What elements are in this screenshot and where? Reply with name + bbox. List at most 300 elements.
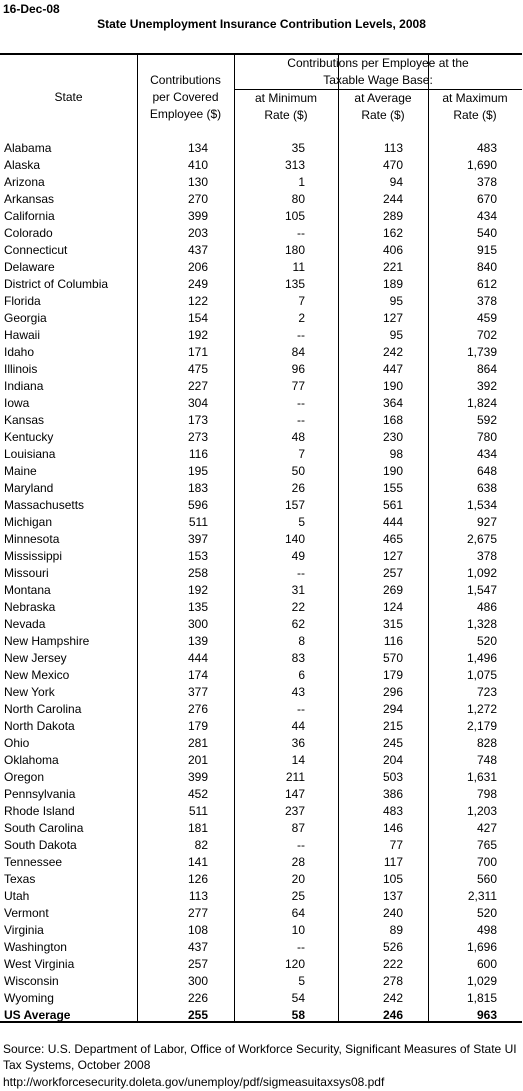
avg-rate-cell: 190 xyxy=(382,464,403,478)
table-row xyxy=(0,599,522,616)
max-rate-cell: 498 xyxy=(476,923,497,937)
min-rate-cell: 43 xyxy=(291,685,305,699)
source-note: Source: U.S. Department of Labor, Office of Workforce Security, Significant Measures of State UI Tax Systems, October 2008 xyxy=(3,1042,517,1072)
avg-rate-cell: 162 xyxy=(382,226,403,240)
per-covered-cell: 195 xyxy=(187,464,208,478)
per-covered-cell: 126 xyxy=(187,872,208,886)
state-cell: Massachusetts xyxy=(4,498,85,512)
per-covered-cell: 300 xyxy=(187,617,208,631)
table-row xyxy=(0,480,522,497)
min-rate-cell: -- xyxy=(297,413,305,427)
per-covered-cell: 444 xyxy=(187,651,208,665)
min-rate-cell: 105 xyxy=(284,209,305,223)
max-rate-cell: 1,272 xyxy=(466,702,497,716)
avg-rate-cell: 204 xyxy=(382,753,403,767)
max-rate-cell: 560 xyxy=(476,872,497,886)
min-rate-cell: 87 xyxy=(291,821,305,835)
avg-rate-cell: 95 xyxy=(389,294,403,308)
avg-rate-cell: 95 xyxy=(389,328,403,342)
table-row xyxy=(0,344,522,361)
table-row xyxy=(0,497,522,514)
contribution-table xyxy=(0,53,522,1023)
state-cell: North Carolina xyxy=(4,702,82,716)
min-rate-cell: 54 xyxy=(291,991,305,1005)
us-average-row xyxy=(0,1007,522,1024)
per-covered-cell: 122 xyxy=(187,294,208,308)
header-taxable-wage-group: Contributions per Employee at the Taxable Wage Base: xyxy=(287,56,469,87)
per-covered-cell: 475 xyxy=(187,362,208,376)
max-rate-cell: 434 xyxy=(476,447,497,461)
state-cell: Alaska xyxy=(4,158,41,172)
per-covered-cell: 135 xyxy=(187,600,208,614)
avg-rate-cell: 146 xyxy=(382,821,403,835)
per-covered-cell: 399 xyxy=(187,209,208,223)
state-cell: Illinois xyxy=(4,362,38,376)
max-rate-cell: 748 xyxy=(476,753,497,767)
max-rate-cell: 2,675 xyxy=(466,532,497,546)
avg-rate-cell: 294 xyxy=(382,702,403,716)
min-rate-cell: 44 xyxy=(291,719,305,733)
avg-rate-cell: 242 xyxy=(382,991,403,1005)
report-date: 16-Dec-08 xyxy=(3,2,60,16)
per-covered-cell: 174 xyxy=(187,668,208,682)
state-cell: Georgia xyxy=(4,311,47,325)
per-covered-cell: 273 xyxy=(187,430,208,444)
per-covered-cell: 255 xyxy=(187,1008,208,1022)
min-rate-cell: 237 xyxy=(284,804,305,818)
min-rate-cell: 135 xyxy=(284,277,305,291)
state-cell: Tennessee xyxy=(4,855,63,869)
per-covered-cell: 304 xyxy=(187,396,208,410)
table-row xyxy=(0,939,522,956)
min-rate-cell: -- xyxy=(297,838,305,852)
state-cell: New York xyxy=(4,685,55,699)
per-covered-cell: 226 xyxy=(187,991,208,1005)
avg-rate-cell: 244 xyxy=(382,192,403,206)
min-rate-cell: 50 xyxy=(291,464,305,478)
avg-rate-cell: 168 xyxy=(382,413,403,427)
min-rate-cell: -- xyxy=(297,396,305,410)
header-state: State xyxy=(54,90,83,104)
min-rate-cell: 20 xyxy=(291,872,305,886)
max-rate-cell: 840 xyxy=(476,260,497,274)
state-cell: Vermont xyxy=(4,906,49,920)
per-covered-cell: 179 xyxy=(187,719,208,733)
avg-rate-cell: 364 xyxy=(382,396,403,410)
min-rate-cell: 31 xyxy=(291,583,305,597)
per-covered-cell: 201 xyxy=(187,753,208,767)
min-rate-cell: 1 xyxy=(298,175,305,189)
state-cell: Connecticut xyxy=(4,243,68,257)
table-row xyxy=(0,514,522,531)
table-body xyxy=(0,140,522,1024)
avg-rate-cell: 447 xyxy=(382,362,403,376)
avg-rate-cell: 230 xyxy=(382,430,403,444)
per-covered-cell: 116 xyxy=(188,447,208,461)
state-cell: Washington xyxy=(4,940,67,954)
min-rate-cell: 58 xyxy=(291,1008,305,1022)
max-rate-cell: 1,029 xyxy=(466,974,497,988)
table-title: State Unemployment Insurance Contribution Levels, 2008 xyxy=(97,17,426,31)
per-covered-cell: 192 xyxy=(187,328,208,342)
table-row xyxy=(0,208,522,225)
per-covered-cell: 227 xyxy=(187,379,208,393)
table-row xyxy=(0,888,522,905)
table-row xyxy=(0,871,522,888)
avg-rate-cell: 179 xyxy=(382,668,403,682)
per-covered-cell: 596 xyxy=(187,498,208,512)
avg-rate-cell: 221 xyxy=(382,260,403,274)
avg-rate-cell: 77 xyxy=(389,838,403,852)
state-cell: Florida xyxy=(4,294,41,308)
avg-rate-cell: 98 xyxy=(389,447,403,461)
table-row xyxy=(0,395,522,412)
per-covered-cell: 437 xyxy=(187,243,208,257)
state-cell: Virginia xyxy=(4,923,44,937)
min-rate-cell: 26 xyxy=(291,481,305,495)
per-covered-cell: 181 xyxy=(187,821,208,835)
table-row xyxy=(0,667,522,684)
per-covered-cell: 277 xyxy=(187,906,208,920)
min-rate-cell: 157 xyxy=(284,498,305,512)
state-cell: Pennsylvania xyxy=(4,787,76,801)
state-cell: California xyxy=(4,209,55,223)
state-cell: Ohio xyxy=(4,736,30,750)
min-rate-cell: 5 xyxy=(298,515,305,529)
source-url: http://workforcesecurity.doleta.gov/unemploy/pdf/sigmeasuitaxsys08.pdf xyxy=(3,1075,385,1089)
avg-rate-cell: 189 xyxy=(382,277,403,291)
min-rate-cell: -- xyxy=(297,328,305,342)
avg-rate-cell: 127 xyxy=(382,549,403,563)
state-cell: Louisiana xyxy=(4,447,56,461)
per-covered-cell: 249 xyxy=(187,277,208,291)
max-rate-cell: 459 xyxy=(476,311,497,325)
state-cell: Maine xyxy=(4,464,37,478)
per-covered-cell: 437 xyxy=(187,940,208,954)
avg-rate-cell: 570 xyxy=(382,651,403,665)
per-covered-cell: 206 xyxy=(187,260,208,274)
avg-rate-cell: 296 xyxy=(382,685,403,699)
min-rate-cell: 180 xyxy=(284,243,305,257)
max-rate-cell: 864 xyxy=(476,362,497,376)
table-row xyxy=(0,157,522,174)
max-rate-cell: 592 xyxy=(476,413,497,427)
max-rate-cell: 520 xyxy=(476,906,497,920)
per-covered-cell: 173 xyxy=(187,413,208,427)
table-row xyxy=(0,735,522,752)
avg-rate-cell: 465 xyxy=(382,532,403,546)
per-covered-cell: 108 xyxy=(187,923,208,937)
state-cell: New Hampshire xyxy=(4,634,90,648)
state-cell: Michigan xyxy=(4,515,53,529)
max-rate-cell: 378 xyxy=(476,294,497,308)
state-cell: Oregon xyxy=(4,770,45,784)
table-row xyxy=(0,752,522,769)
min-rate-cell: 5 xyxy=(298,974,305,988)
min-rate-cell: 211 xyxy=(285,770,305,784)
min-rate-cell: 84 xyxy=(291,345,305,359)
max-rate-cell: 486 xyxy=(476,600,497,614)
table-row xyxy=(0,276,522,293)
state-cell: Wyoming xyxy=(4,991,54,1005)
table-row xyxy=(0,531,522,548)
avg-rate-cell: 240 xyxy=(382,906,403,920)
table-row xyxy=(0,684,522,701)
per-covered-cell: 452 xyxy=(187,787,208,801)
state-cell: Mississippi xyxy=(4,549,63,563)
avg-rate-cell: 315 xyxy=(382,617,403,631)
per-covered-cell: 134 xyxy=(187,141,208,155)
max-rate-cell: 1,739 xyxy=(466,345,497,359)
min-rate-cell: 313 xyxy=(284,158,305,172)
per-covered-cell: 270 xyxy=(187,192,208,206)
table-row xyxy=(0,616,522,633)
min-rate-cell: -- xyxy=(297,702,305,716)
per-covered-cell: 203 xyxy=(187,226,208,240)
min-rate-cell: 49 xyxy=(291,549,305,563)
per-covered-cell: 130 xyxy=(187,175,208,189)
min-rate-cell: 36 xyxy=(291,736,305,750)
max-rate-cell: 520 xyxy=(476,634,497,648)
min-rate-cell: 48 xyxy=(291,430,305,444)
avg-rate-cell: 113 xyxy=(383,141,403,155)
table-row xyxy=(0,225,522,242)
per-covered-cell: 257 xyxy=(187,957,208,971)
avg-rate-cell: 289 xyxy=(382,209,403,223)
state-cell: Kentucky xyxy=(4,430,54,444)
avg-rate-cell: 526 xyxy=(382,940,403,954)
header-avg-rate: at Average Rate ($) xyxy=(354,91,412,122)
avg-rate-cell: 117 xyxy=(383,855,403,869)
table-row xyxy=(0,718,522,735)
min-rate-cell: 6 xyxy=(298,668,305,682)
min-rate-cell: 77 xyxy=(291,379,305,393)
table-row xyxy=(0,905,522,922)
state-cell: Missouri xyxy=(4,566,49,580)
avg-rate-cell: 257 xyxy=(382,566,403,580)
avg-rate-cell: 137 xyxy=(382,889,403,903)
max-rate-cell: 798 xyxy=(476,787,497,801)
per-covered-cell: 258 xyxy=(187,566,208,580)
avg-rate-cell: 190 xyxy=(382,379,403,393)
max-rate-cell: 700 xyxy=(476,855,497,869)
state-cell: Idaho xyxy=(4,345,35,359)
table-row xyxy=(0,633,522,650)
state-cell: South Carolina xyxy=(4,821,84,835)
min-rate-cell: 96 xyxy=(291,362,305,376)
state-cell: Delaware xyxy=(4,260,55,274)
avg-rate-cell: 278 xyxy=(382,974,403,988)
table-row xyxy=(0,956,522,973)
per-covered-cell: 154 xyxy=(187,311,208,325)
max-rate-cell: 723 xyxy=(476,685,497,699)
table-row xyxy=(0,820,522,837)
table-row xyxy=(0,565,522,582)
max-rate-cell: 963 xyxy=(476,1008,497,1022)
state-cell: Wisconsin xyxy=(4,974,59,988)
max-rate-cell: 765 xyxy=(476,838,497,852)
min-rate-cell: 25 xyxy=(291,889,305,903)
avg-rate-cell: 105 xyxy=(382,872,403,886)
max-rate-cell: 612 xyxy=(476,277,497,291)
state-cell: Montana xyxy=(4,583,51,597)
max-rate-cell: 1,496 xyxy=(466,651,497,665)
avg-rate-cell: 561 xyxy=(382,498,403,512)
avg-rate-cell: 155 xyxy=(382,481,403,495)
header-max-rate: at Maximum Rate ($) xyxy=(442,91,508,122)
max-rate-cell: 915 xyxy=(476,243,497,257)
max-rate-cell: 648 xyxy=(476,464,497,478)
avg-rate-cell: 116 xyxy=(383,634,403,648)
state-cell: New Mexico xyxy=(4,668,70,682)
table-row xyxy=(0,990,522,1007)
max-rate-cell: 1,696 xyxy=(466,940,497,954)
avg-rate-cell: 127 xyxy=(382,311,403,325)
state-cell: Rhode Island xyxy=(4,804,75,818)
state-cell: Utah xyxy=(4,889,30,903)
state-cell: Texas xyxy=(4,872,36,886)
state-cell: US Average xyxy=(4,1008,71,1022)
min-rate-cell: 14 xyxy=(291,753,305,767)
min-rate-cell: 7 xyxy=(298,294,305,308)
table-row xyxy=(0,582,522,599)
max-rate-cell: 600 xyxy=(476,957,497,971)
table-row xyxy=(0,327,522,344)
per-covered-cell: 410 xyxy=(187,158,208,172)
table-row xyxy=(0,548,522,565)
table-row xyxy=(0,174,522,191)
min-rate-cell: 147 xyxy=(284,787,305,801)
per-covered-cell: 281 xyxy=(187,736,208,750)
max-rate-cell: 434 xyxy=(476,209,497,223)
min-rate-cell: -- xyxy=(297,940,305,954)
avg-rate-cell: 246 xyxy=(382,1008,403,1022)
min-rate-cell: 11 xyxy=(292,260,305,274)
state-cell: Hawaii xyxy=(4,328,41,342)
table-row xyxy=(0,854,522,871)
table-row xyxy=(0,922,522,939)
avg-rate-cell: 124 xyxy=(382,600,403,614)
state-cell: Maryland xyxy=(4,481,54,495)
state-cell: Indiana xyxy=(4,379,44,393)
avg-rate-cell: 242 xyxy=(382,345,403,359)
avg-rate-cell: 269 xyxy=(382,583,403,597)
min-rate-cell: 83 xyxy=(291,651,305,665)
avg-rate-cell: 444 xyxy=(382,515,403,529)
state-cell: Arizona xyxy=(4,175,45,189)
state-cell: Alabama xyxy=(4,141,52,155)
min-rate-cell: 8 xyxy=(298,634,305,648)
min-rate-cell: 2 xyxy=(298,311,305,325)
header-min-rate: at Minimum Rate ($) xyxy=(254,91,317,122)
state-cell: Nebraska xyxy=(4,600,56,614)
max-rate-cell: 378 xyxy=(476,549,497,563)
state-cell: Colorado xyxy=(4,226,53,240)
table-row xyxy=(0,701,522,718)
per-covered-cell: 377 xyxy=(187,685,208,699)
min-rate-cell: 7 xyxy=(298,447,305,461)
max-rate-cell: 1,203 xyxy=(466,804,497,818)
max-rate-cell: 1,328 xyxy=(466,617,497,631)
max-rate-cell: 2,311 xyxy=(467,889,497,903)
max-rate-cell: 392 xyxy=(476,379,497,393)
state-cell: North Dakota xyxy=(4,719,75,733)
state-cell: Oklahoma xyxy=(4,753,59,767)
table-row xyxy=(0,803,522,820)
min-rate-cell: 22 xyxy=(291,600,305,614)
state-cell: West Virginia xyxy=(4,957,75,971)
avg-rate-cell: 245 xyxy=(382,736,403,750)
per-covered-cell: 397 xyxy=(187,532,208,546)
avg-rate-cell: 215 xyxy=(382,719,403,733)
table-row xyxy=(0,293,522,310)
per-covered-cell: 139 xyxy=(187,634,208,648)
per-covered-cell: 183 xyxy=(187,481,208,495)
avg-rate-cell: 386 xyxy=(382,787,403,801)
per-covered-cell: 511 xyxy=(188,515,208,529)
max-rate-cell: 702 xyxy=(476,328,497,342)
per-covered-cell: 113 xyxy=(188,889,208,903)
state-cell: District of Columbia xyxy=(4,277,109,291)
per-covered-cell: 171 xyxy=(187,345,208,359)
table-row xyxy=(0,786,522,803)
table-row xyxy=(0,412,522,429)
min-rate-cell: 35 xyxy=(291,141,305,155)
avg-rate-cell: 222 xyxy=(382,957,403,971)
max-rate-cell: 1,690 xyxy=(466,158,497,172)
table-row xyxy=(0,446,522,463)
state-cell: South Dakota xyxy=(4,838,77,852)
max-rate-cell: 427 xyxy=(476,821,497,835)
max-rate-cell: 670 xyxy=(476,192,497,206)
max-rate-cell: 1,631 xyxy=(466,770,497,784)
max-rate-cell: 2,179 xyxy=(466,719,497,733)
table-row xyxy=(0,378,522,395)
min-rate-cell: 140 xyxy=(284,532,305,546)
table-row xyxy=(0,769,522,786)
state-cell: Iowa xyxy=(4,396,30,410)
avg-rate-cell: 406 xyxy=(382,243,403,257)
min-rate-cell: -- xyxy=(297,566,305,580)
min-rate-cell: 120 xyxy=(284,957,305,971)
max-rate-cell: 378 xyxy=(476,175,497,189)
avg-rate-cell: 94 xyxy=(389,175,403,189)
table-row xyxy=(0,837,522,854)
per-covered-cell: 141 xyxy=(187,855,208,869)
max-rate-cell: 1,534 xyxy=(466,498,497,512)
table-row xyxy=(0,140,522,157)
state-cell: Nevada xyxy=(4,617,46,631)
min-rate-cell: -- xyxy=(297,226,305,240)
header-per-covered: Contributions per Covered Employee ($) xyxy=(149,73,222,121)
max-rate-cell: 1,092 xyxy=(466,566,497,580)
state-cell: Kansas xyxy=(4,413,45,427)
table-row xyxy=(0,650,522,667)
table-row xyxy=(0,361,522,378)
max-rate-cell: 927 xyxy=(476,515,497,529)
max-rate-cell: 638 xyxy=(476,481,497,495)
max-rate-cell: 1,547 xyxy=(466,583,497,597)
avg-rate-cell: 483 xyxy=(382,804,403,818)
avg-rate-cell: 503 xyxy=(382,770,403,784)
per-covered-cell: 300 xyxy=(187,974,208,988)
min-rate-cell: 62 xyxy=(291,617,305,631)
table-row xyxy=(0,463,522,480)
per-covered-cell: 399 xyxy=(187,770,208,784)
max-rate-cell: 780 xyxy=(476,430,497,444)
max-rate-cell: 540 xyxy=(476,226,497,240)
avg-rate-cell: 470 xyxy=(382,158,403,172)
